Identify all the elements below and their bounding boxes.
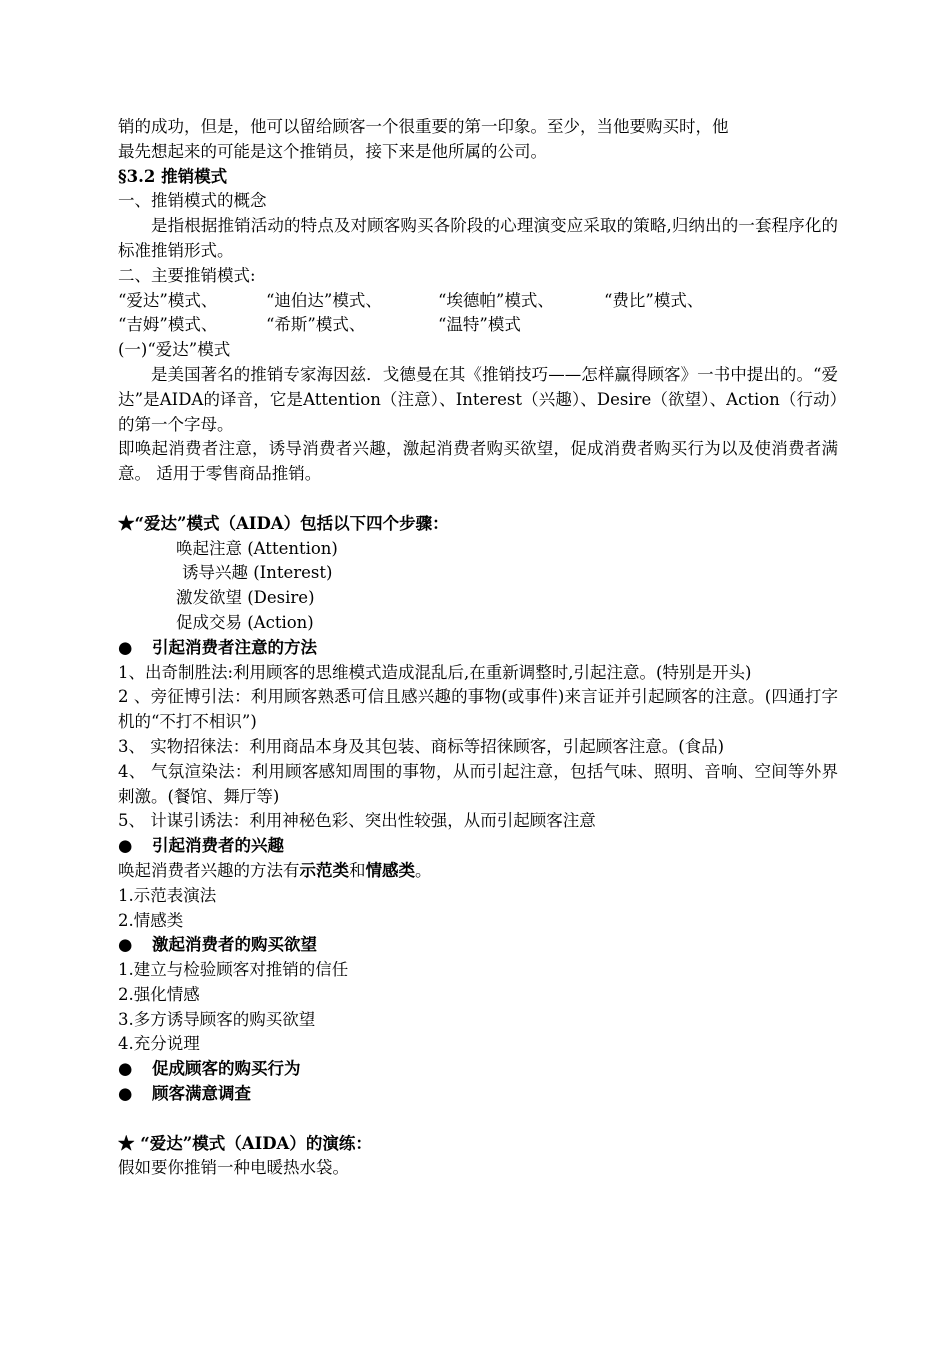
attention-method-5: 5、 计谋引诱法：利用神秘色彩、突出性较强，从而引起顾客注意 <box>118 811 596 831</box>
step-desire: 激发欲望 (Desire) <box>176 588 315 608</box>
mode-idepa: “埃德帕”模式、 <box>438 290 554 310</box>
mode-dipada: “迪伯达”模式、 <box>266 290 382 310</box>
modes-heading: 二、主要推销模式: <box>118 265 256 285</box>
interest-heading <box>118 834 838 859</box>
attention-method-4: 4、 气氛渲染法：利用顾客感知周围的事物，从而引起注意，包括气味、照明、音响、空间等外界刺激。(餐馆、舞厅等) <box>118 761 838 806</box>
modes-row-2 <box>118 313 838 338</box>
mode-aida: “爱达”模式、 <box>118 290 218 310</box>
action-heading <box>118 1057 838 1082</box>
concept-heading: 一、推销模式的概念 <box>118 191 267 211</box>
step-interest: 诱导兴趣 (Interest) <box>182 563 333 583</box>
modes-row-1 <box>118 289 838 314</box>
interest-emotion-type: 情感类 <box>365 860 415 880</box>
concept-body: 是指根据推销活动的特点及对顾客购买各阶段的心理演变应采取的策略,归纳出的一套程序化的标准推销形式。 <box>118 216 838 260</box>
desire-item-1: 1.建立与检验顾客对推销的信任 <box>118 960 349 980</box>
attention-heading-text: 引起消费者注意的方法 <box>152 637 317 657</box>
interest-item-2: 2.情感类 <box>118 910 184 930</box>
attention-method-1: 1、出奇制胜法:利用顾客的思维模式造成混乱后,在重新调整时,引起注意。(特别是开头) <box>118 662 752 682</box>
interest-lead-a: 唤起消费者兴趣的方法有 <box>118 860 300 880</box>
exercise-heading: ★ “爱达”模式（AIDA）的演练： <box>118 1133 372 1153</box>
spacer <box>118 1107 838 1132</box>
intro-line-2: 最先想起来的可能是这个推销员，接下来是他所属的公司。 <box>118 141 547 161</box>
section-title: §3.2 推销模式 <box>118 166 228 186</box>
desire-item-2: 2.强化情感 <box>118 984 200 1004</box>
mode-fabe: “费比”模式、 <box>604 290 704 310</box>
mode-heiss: “希斯”模式、 <box>266 315 366 335</box>
bullet-icon: ● <box>118 637 133 657</box>
step-action: 促成交易 (Action) <box>176 612 314 632</box>
desire-heading-text: 激起消费者的购买欲望 <box>152 935 317 955</box>
document-page <box>118 115 838 1181</box>
exercise-body: 假如要你推销一种电暖热水袋。 <box>118 1158 349 1178</box>
attention-heading <box>118 636 838 661</box>
aida-body: 是美国著名的推销专家海因兹．戈德曼在其《推销技巧——怎样赢得顾客》一书中提出的。“爱达”是AIDA的译音，它是Attention（注意）、Interest（兴趣）、Desire（欲望）、Action（行动）的第一个字母。 <box>118 364 838 434</box>
interest-lead-e: 。 <box>415 860 432 880</box>
aida-heading: (一)“爱达”模式 <box>118 340 231 360</box>
desire-heading <box>118 933 838 958</box>
interest-item-1: 1.示范表演法 <box>118 885 217 905</box>
satisfaction-heading <box>118 1082 838 1107</box>
bullet-icon: ● <box>118 935 133 955</box>
bullet-icon: ● <box>118 1084 133 1104</box>
desire-item-4: 4.充分说理 <box>118 1034 200 1054</box>
interest-demo-type: 示范类 <box>299 860 349 880</box>
interest-lead <box>118 859 838 884</box>
aida-summary: 即唤起消费者注意，诱导消费者兴趣，激起消费者购买欲望，促成消费者购买行为以及使消费者满意。 适用于零售商品推销。 <box>118 439 838 484</box>
bullet-icon: ● <box>118 1059 133 1079</box>
mode-wint: “温特”模式 <box>438 315 521 335</box>
bullet-icon: ● <box>118 836 133 856</box>
step-attention: 唤起注意 (Attention) <box>176 538 338 558</box>
interest-lead-c: 和 <box>349 860 366 880</box>
interest-heading-text: 引起消费者的兴趣 <box>152 836 284 856</box>
mode-gem: “吉姆”模式、 <box>118 315 218 335</box>
desire-item-3: 3.多方诱导顾客的购买欲望 <box>118 1009 316 1029</box>
satisfaction-heading-text: 顾客满意调查 <box>152 1084 251 1104</box>
steps-heading: ★“爱达”模式（AIDA）包括以下四个步骤： <box>118 513 449 533</box>
intro-line-1: 销的成功，但是，他可以留给顾客一个很重要的第一印象。至少，当他要购买时，他 <box>118 117 729 136</box>
attention-method-2: 2 、旁征博引法：利用顾客熟悉可信且感兴趣的事物(或事件)来言证并引起顾客的注意。(四通打字机的“不打不相识”) <box>118 687 838 732</box>
spacer <box>118 487 838 512</box>
action-heading-text: 促成顾客的购买行为 <box>152 1059 301 1079</box>
attention-method-3: 3、 实物招徕法：利用商品本身及其包装、商标等招徕顾客，引起顾客注意。(食品) <box>118 736 725 756</box>
